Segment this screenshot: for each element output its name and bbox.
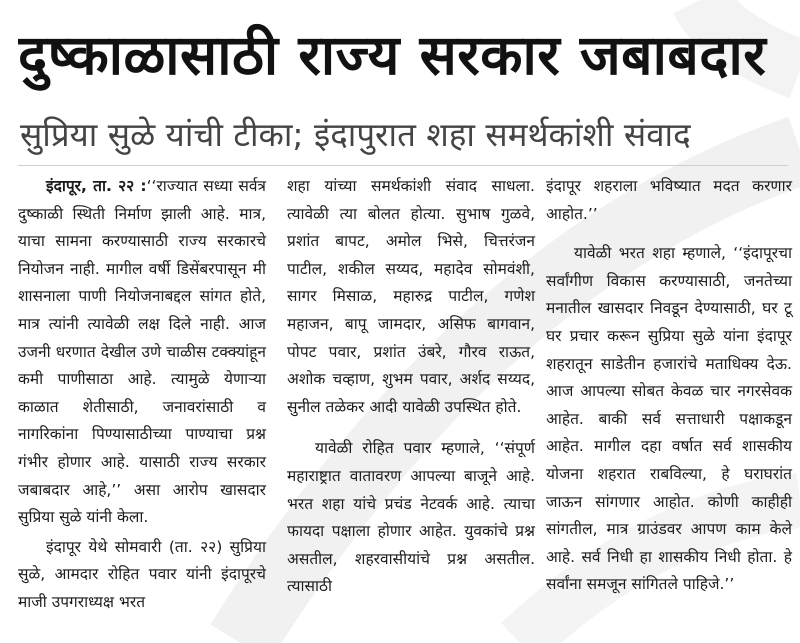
article-paragraph: इंदापूर येथे सोमवारी (ता. २२) सुप्रिया सुळे, आमदार रोहित पवार यांनी इंदापूरचे माजी उपगराध्यक्ष भरत <box>18 537 266 611</box>
article-paragraph: यावेळी भरत शहा म्हणाले, ‘‘इंदापूरचा सर्वांगीण विकास करण्यासाठी, जनतेच्या मनातील खासदार निवडून देण्यासाठी, घर टू घर प्रचार करून सुप्रिया सुळे यांना इंदापूर शहरातून साडेतीन हजारांचे मताधिक्य देऊ. आज आपल्या सोबत केवळ चार नगरसेवक आहेत. बाकी सर्व सत्ताधारी पक्षाकडून आहेत. मागील दहा वर्षात सर्व शासकीय योजना शहरात राबविल्या, हे घराघरांत जाऊन सांगणार आहोत. कोणी काहीही सांगतील, मात्र ग्राउंडवर आपण काम केले आहे. सर्व निधी हा शासकीय निधी होता. हे सर्वांना समजून सांगितले पाहिजे.’’ <box>546 244 792 594</box>
article-column-2 <box>287 173 535 601</box>
article-paragraph: यावेळी रोहित पवार म्हणाले, ‘‘संपूर्ण महाराष्ट्रात वातावरण आपल्या बाजूने आहे. भरत शहा यांचे प्रचंड नेटवर्क आहे. त्याचा फायदा पक्षाला होणार आहेत. युवकांचे प्रश्न असतील, शहरवासीयांचे प्रश्न असतील. त्यासाठी <box>287 439 535 596</box>
paragraph-text: ‘‘राज्यात सध्या सर्वत्र दुष्काळी स्थिती निर्माण झाली आहे. मात्र, याचा सामना करण्यासाठी राज्य सरकारचे नियोजन नाही. मागील वर्षी डिसेंबरपासून मी शासनाला पाणी नियोजनाबद्दल सांगत होते, मात्र त्यांनी त्यावेळी लक्ष दिले नाही. आज उजनी धरणात देखील उणे चाळीस टक्क्यांहून कमी पाणीसाठा आहे. त्यामुळे येणाऱ्या काळात शेतीसाठी, जनावरांसाठी व नागरिकांना पिण्यासाठीच्या पाण्याचा प्रश्न गंभीर होणार आहे. यासाठी राज्य सरकार जबाबदार आहे,’’ असा आरोप खासदार सुप्रिया सुळे यांनी केला. <box>18 177 266 527</box>
dateline: इंदापूर, ता. २२ : <box>46 177 147 195</box>
article-column-1 <box>18 173 266 617</box>
article-paragraph <box>18 173 266 532</box>
article-column-3 <box>546 173 792 599</box>
subheadline: सुप्रिया सुळे यांची टीका; इंदापुरात शहा समर्थकांशी संवाद <box>20 115 691 154</box>
article-paragraph: इंदापूर शहराला भविष्यात मदत करणार आहोत.’’ <box>546 177 792 223</box>
article-paragraph: शहा यांच्या समर्थकांशी संवाद साधला. त्यावेळी त्या बोलत होत्या. सुभाष गुळवे, प्रशांत बापट, अमोल भिसे, चित्तरंजन पाटील, शकील सय्यद, महादेव सोमवंशी, सागर मिसाळ, महारुद्र पाटील, गणेश महाजन, बापू जामदार, असिफ बागवान, पोपट पवार, प्रशांत उंबरे, गौरव राऊत, अशोक चव्हाण, शुभम पवार, अर्शद सय्यद, सुनील तळेकर आदी यावेळी उपस्थित होते. <box>287 177 535 416</box>
header-divider <box>18 165 788 166</box>
headline: दुष्काळासाठी राज्य सरकार जबाबदार <box>18 23 767 87</box>
